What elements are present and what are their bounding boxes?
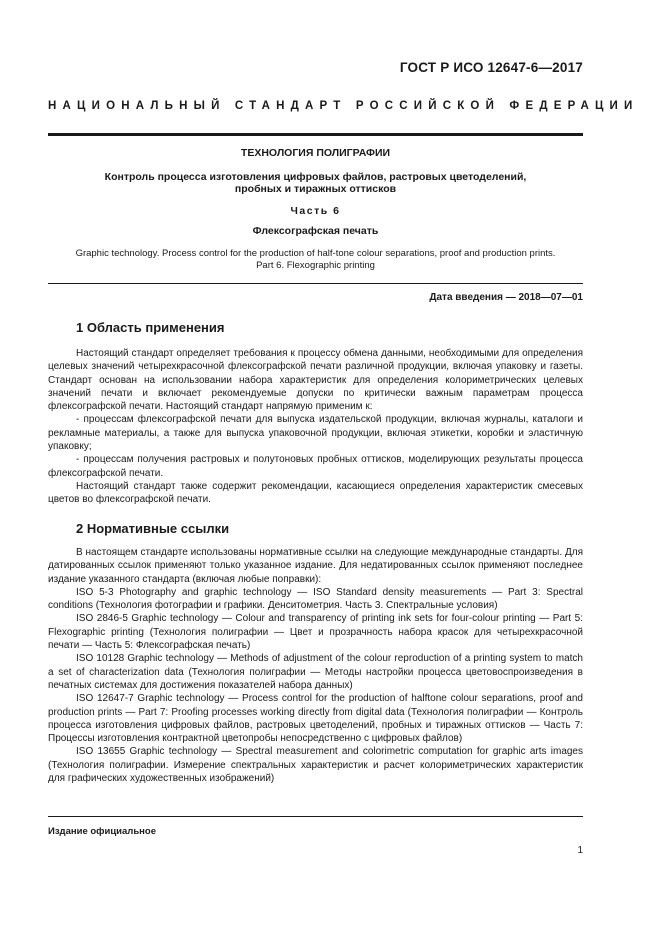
title-part-name: Флексографская печать bbox=[252, 225, 379, 237]
title-english-line2: Part 6. Flexographic printing bbox=[256, 260, 375, 271]
section-1-heading-wrap bbox=[48, 320, 583, 335]
edition-label: Издание официальное bbox=[48, 826, 156, 837]
section-1-paragraph: Настоящий стандарт определяет требования к процессу обмена данными, необходимыми для определения целевых значений четырехкрасочной флексографской печати различной продукции, включая упаковку и газеты. Стандарт основан на использовании набора характеристик для определения колориметрических целевых значений печати и включает рекомендуемые допуски по критически важным параметрам процесса флексографской печати. Настоящий стандарт напрямую применим к: bbox=[48, 348, 583, 413]
title-subtitle bbox=[48, 171, 583, 195]
title-english bbox=[48, 248, 583, 272]
header-rule bbox=[48, 133, 583, 136]
section-2-heading: 2 Нормативные ссылки bbox=[76, 521, 230, 536]
title-part: Часть 6 bbox=[290, 205, 341, 217]
title-english-line1: Graphic technology. Process control for the production of half-tone colour separations, proof and production prints. bbox=[75, 248, 556, 259]
title-rule bbox=[48, 283, 583, 284]
section-1-paragraph: Настоящий стандарт также содержит рекомендации, касающиеся определения характеристик смесевых цветов во флексографской печати. bbox=[48, 480, 583, 506]
national-standard-banner: НАЦИОНАЛЬНЫЙ СТАНДАРТ РОССИЙСКОЙ ФЕДЕРАЦИИ bbox=[48, 100, 639, 112]
section-2-paragraph: В настоящем стандарте использованы нормативные ссылки на следующие международные стандарты. Для датированных ссылок применяют только указанное издание. Для недатированных ссылок применяют последнее издание указанного стандарта (включая любые поправки): bbox=[48, 547, 583, 585]
section-2-reference: ISO 2846-5 Graphic technology — Colour and transparency of printing ink sets for four-colour printing — Part 5: Flexographic printing (Технология полиграфии — Цвет и прозрачность набора красок для четырехкрасочной печати — Часть 5: Флексографская печать) bbox=[48, 613, 583, 652]
section-1-paragraph: - процессам флексографской печати для выпуска издательской продукции, включая журналы, каталоги и рекламные материалы, а также для выпуска упаковочной продукции, включая этикетки, коробки и эластичную упаковку; bbox=[48, 414, 583, 453]
title-block bbox=[48, 147, 583, 272]
section-1-heading: 1 Область применения bbox=[76, 320, 225, 335]
title-main: ТЕХНОЛОГИЯ ПОЛИГРАФИИ bbox=[240, 147, 391, 159]
section-2-reference: ISO 12647-7 Graphic technology — Process control for the production of halftone colour separations, proof and production prints — Part 7: Proofing processes working directly from digital data (Технология полиграфии — Контроль процесса изготовления цифровых файлов, растровых цветоделений, пробных и тиражных оттисков — Часть 7: Процессы изготовления контрактной цветопробы непосредственно с цифровых файлов) bbox=[48, 693, 583, 745]
section-2-reference: ISO 5-3 Photography and graphic technology — ISO Standard density measurements — Part 3: Spectral conditions (Технология фотографии и графики. Денситометрия. Часть 3. Спектральные условия) bbox=[48, 586, 583, 612]
section-2-body bbox=[48, 546, 583, 785]
section-2-reference: ISO 13655 Graphic technology — Spectral measurement and colorimetric computation for graphic arts images (Технология полиграфии. Измерение спектральных характеристик и расчет колориметрических характеристик для графических художественных изображений) bbox=[48, 746, 583, 785]
page-number: 1 bbox=[577, 845, 583, 856]
title-subtitle-line2: пробных и тиражных оттисков bbox=[234, 183, 397, 195]
document-code: ГОСТ Р ИСО 12647-6—2017 bbox=[399, 60, 583, 75]
footer-rule bbox=[48, 816, 583, 817]
section-2-reference: ISO 10128 Graphic technology — Methods of adjustment of the colour reproduction of a printing system to match a set of characterization data (Технология полиграфии — Методы настройки процесса цветовоспроизведения в печатных системах для достижения показателей набора данных) bbox=[48, 653, 583, 691]
section-1-paragraph: - процессам получения растровых и полутоновых пробных оттисков, моделирующих результаты процесса флексографской печати. bbox=[48, 454, 583, 479]
section-2-heading-wrap bbox=[48, 521, 583, 536]
title-subtitle-line1: Контроль процесса изготовления цифровых файлов, растровых цветоделений, bbox=[104, 171, 527, 183]
section-1-body bbox=[48, 347, 583, 507]
introduction-date: Дата введения — 2018—07—01 bbox=[429, 292, 583, 303]
